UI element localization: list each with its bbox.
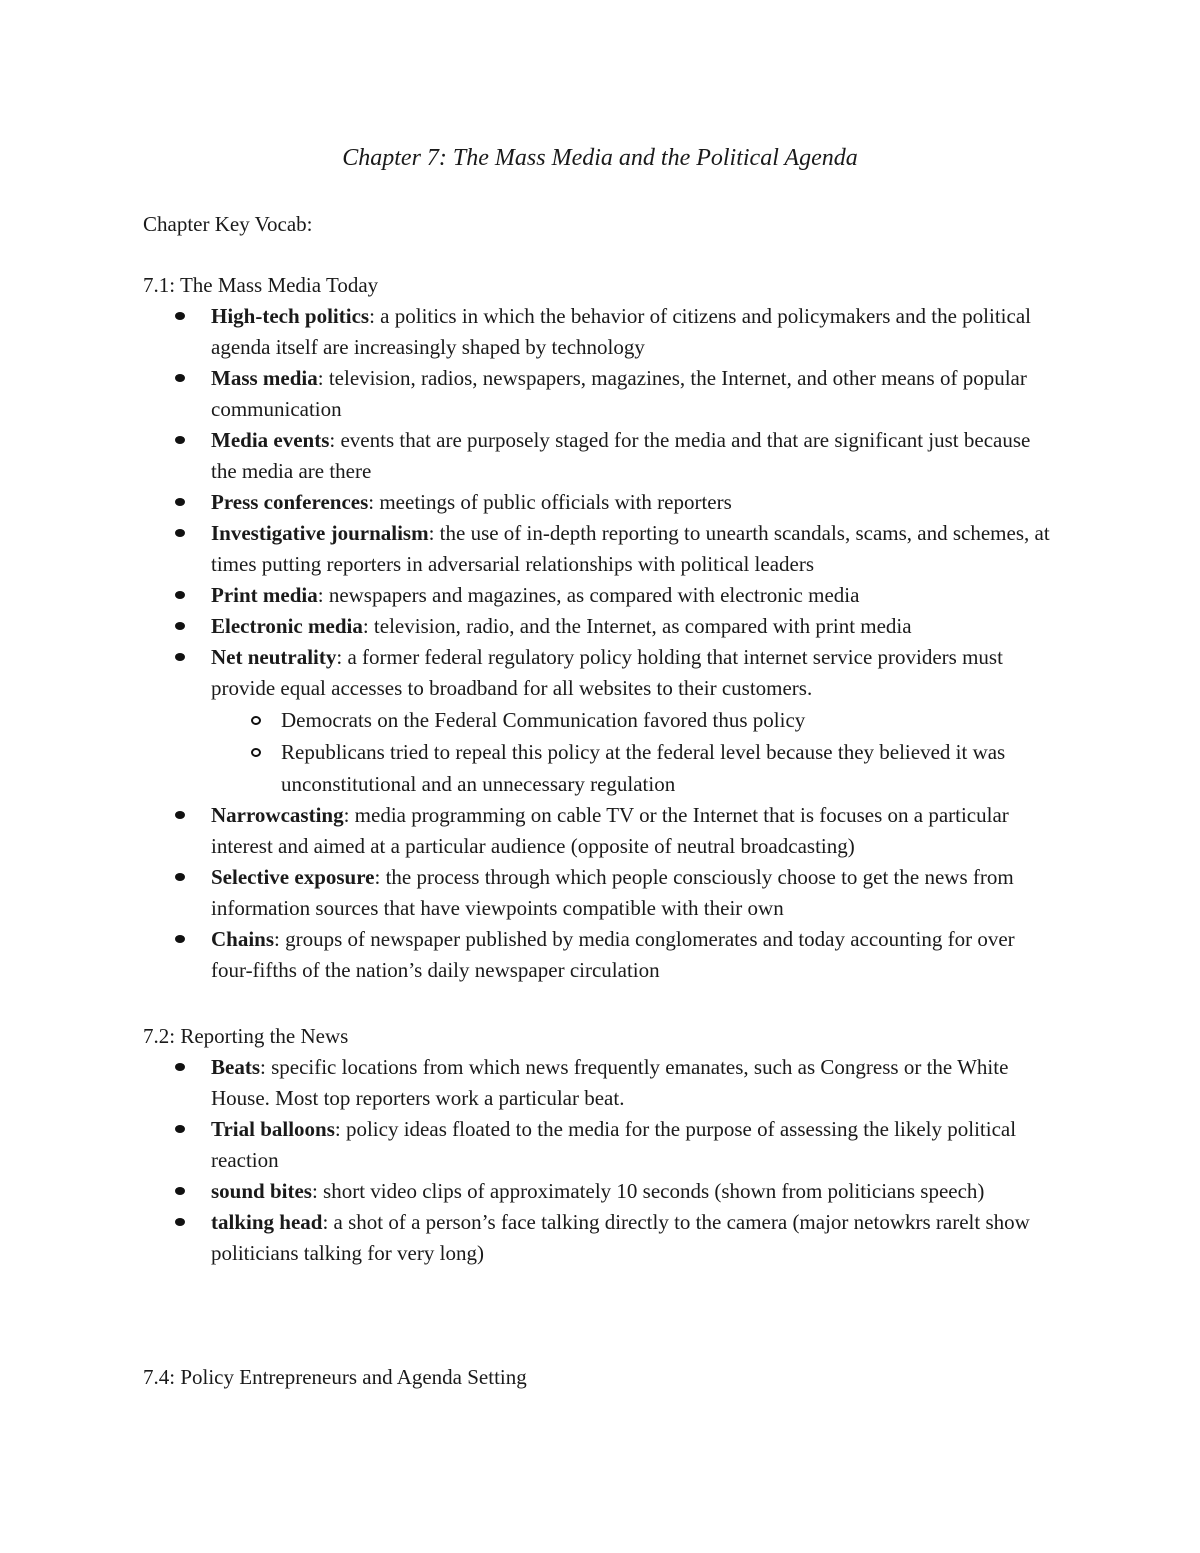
vocab-term: Narrowcasting (211, 803, 344, 827)
vocab-definition: : a former federal regulatory policy holding that internet service providers must provide equal accesses to broadband for all websites to their customers. (211, 645, 1003, 700)
bullet-icon (175, 1218, 185, 1226)
section-heading-7-2: 7.2: Reporting the News (143, 1024, 349, 1048)
vocab-definition: : policy ideas floated to the media for the purpose of assessing the likely political reaction (211, 1117, 1017, 1172)
bullet-icon (175, 935, 185, 943)
bullet-icon (175, 312, 185, 320)
bullet-icon (175, 1125, 185, 1133)
vocab-term: Beats (211, 1055, 260, 1079)
hollow-bullet-icon (251, 716, 261, 725)
bullet-icon (175, 1187, 185, 1195)
list-item (0, 1114, 1200, 1176)
bullet-icon (175, 374, 185, 382)
sub-list-item (211, 704, 1060, 736)
vocab-definition: : the process through which people consciously choose to get the news from information sources that have viewpoints compatible with their own (211, 865, 1014, 920)
vocab-term: Chains (211, 927, 275, 951)
vocab-term: Mass media (211, 366, 318, 390)
section-7-2-list (0, 1052, 1200, 1269)
bullet-icon (175, 811, 185, 819)
list-item (0, 301, 1200, 363)
sub-item-text: Democrats on the Federal Communication favored thus policy (281, 708, 806, 732)
list-item (0, 580, 1200, 611)
vocab-definition: : groups of newspaper published by media conglomerates and today accounting for over four-fifths of the nation’s daily newspaper circulation (211, 927, 1015, 982)
list-item (0, 862, 1200, 924)
list-item (0, 1176, 1200, 1207)
bullet-icon (175, 498, 185, 506)
bullet-icon (175, 436, 185, 444)
vocab-term: Print media (211, 583, 318, 607)
bullet-icon (175, 873, 185, 881)
list-item (0, 611, 1200, 642)
vocab-definition: : events that are purposely staged for the media and that are significant just because the media are there (211, 428, 1031, 483)
list-item (0, 642, 1200, 800)
vocab-term: Net neutrality (211, 645, 337, 669)
vocab-term: Selective exposure (211, 865, 375, 889)
vocab-definition: : short video clips of approximately 10 seconds (shown from politicians speech) (311, 1179, 985, 1203)
section-heading-7-4: 7.4: Policy Entrepreneurs and Agenda Setting (143, 1365, 527, 1389)
vocab-term: talking head (211, 1210, 323, 1234)
vocab-definition: : meetings of public officials with reporters (368, 490, 732, 514)
hollow-bullet-icon (251, 748, 261, 757)
vocab-definition: : television, radios, newspapers, magazines, the Internet, and other means of popular communication (211, 366, 1027, 421)
vocab-term: Electronic media (211, 614, 363, 638)
list-item (0, 1052, 1200, 1114)
bullet-icon (175, 653, 185, 661)
vocab-term: Press conferences (211, 490, 369, 514)
list-item (0, 425, 1200, 487)
sub-list (211, 704, 1060, 800)
vocab-definition: : television, radio, and the Internet, as compared with print media (362, 614, 912, 638)
section-heading-7-1: 7.1: The Mass Media Today (143, 273, 379, 297)
vocab-definition: : a shot of a person’s face talking directly to the camera (major netowkrs rarelt show politicians talking for very long) (211, 1210, 1030, 1265)
vocab-definition: : specific locations from which news frequently emanates, such as Congress or the White House. Most top reporters work a particular beat. (211, 1055, 1009, 1110)
sub-item-text: Republicans tried to repeal this policy at the federal level because they believed it was unconstitutional and an unnecessary regulation (281, 740, 1006, 796)
vocab-term: sound bites (211, 1179, 312, 1203)
list-item (0, 487, 1200, 518)
list-item (0, 800, 1200, 862)
list-item (0, 1207, 1200, 1269)
bullet-icon (175, 591, 185, 599)
list-item (0, 363, 1200, 425)
bullet-icon (175, 529, 185, 537)
vocab-definition: : newspapers and magazines, as compared with electronic media (317, 583, 860, 607)
vocab-label: Chapter Key Vocab: (143, 212, 313, 236)
list-item (0, 924, 1200, 986)
vocab-term: Trial balloons (211, 1117, 335, 1141)
list-item (0, 518, 1200, 580)
bullet-icon (175, 1063, 185, 1071)
vocab-definition: : a politics in which the behavior of citizens and policymakers and the political agenda itself are increasingly shaped by technology (211, 304, 1031, 359)
vocab-term: High-tech politics (211, 304, 370, 328)
vocab-definition: : media programming on cable TV or the Internet that is focuses on a particular interest and aimed at a particular audience (opposite of neutral broadcasting) (211, 803, 1009, 858)
bullet-icon (175, 622, 185, 630)
sub-list-item (211, 736, 1060, 800)
section-7-1-list (0, 301, 1200, 986)
vocab-definition: : the use of in-depth reporting to unearth scandals, scams, and schemes, at times putting reporters in adversarial relationships with political leaders (211, 521, 1050, 576)
vocab-term: Investigative journalism (211, 521, 429, 545)
vocab-term: Media events (211, 428, 330, 452)
page-title: Chapter 7: The Mass Media and the Political Agenda (342, 145, 858, 171)
